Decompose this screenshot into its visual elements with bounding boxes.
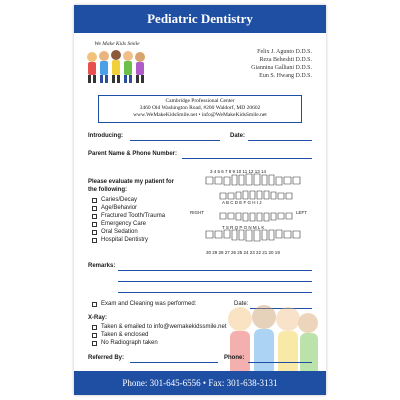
referred-field[interactable] — [130, 362, 218, 363]
xray-enclosed-checkbox[interactable] — [92, 333, 97, 338]
option-label: Fractured Tooth/Trauma — [101, 213, 166, 219]
phone-field[interactable] — [248, 362, 312, 363]
sedation-checkbox[interactable] — [92, 230, 97, 235]
doctor-list — [251, 48, 312, 80]
introducing-field[interactable] — [130, 140, 220, 141]
logo-text: We Make Kids Smile — [94, 41, 140, 47]
contact-line: www.WeMakeKidsSmile.net • info@WeMakeKidsSmile.net — [133, 112, 267, 118]
doctor-name: Eun S. Hwang D.D.S. — [259, 73, 312, 79]
hospital-checkbox[interactable] — [92, 238, 97, 243]
parent-label: Parent Name & Phone Number: — [88, 151, 178, 157]
parent-field[interactable] — [182, 158, 312, 159]
emergency-checkbox[interactable] — [92, 222, 97, 227]
address-line: 3460 Old Washington Road, #200 Waldorf, MD 20602 — [139, 105, 261, 111]
date-label: Date: — [230, 133, 246, 139]
left-label: LEFT — [296, 210, 308, 215]
upper-tooth-letters: A B C D E F G H I J — [222, 200, 262, 205]
trauma-checkbox[interactable] — [92, 214, 97, 219]
exam-checkbox[interactable] — [92, 302, 97, 307]
header-banner — [74, 5, 326, 33]
option-label: Emergency Care — [101, 221, 147, 227]
remarks-line[interactable] — [118, 270, 312, 271]
doctor-name: Felix J. Agunto D.D.S. — [257, 49, 312, 55]
doctor-name: Giannina Galliani D.D.S. — [251, 65, 312, 71]
option-label: Caries/Decay — [101, 197, 138, 203]
logo — [82, 41, 152, 87]
age-checkbox[interactable] — [92, 206, 97, 211]
phone-label: Phone: — [224, 355, 245, 361]
exam-date-label: Date: — [234, 301, 249, 307]
date-field[interactable] — [248, 140, 312, 141]
upper-tooth-numbers: 3 4 5 6 7 8 9 10 11 12 13 14 — [210, 169, 266, 174]
address-line: Cambridge Professional Center — [165, 98, 235, 104]
remarks-label: Remarks: — [88, 263, 116, 269]
doctor-name: Reza Beheshti D.D.S. — [259, 57, 312, 63]
xray-none-checkbox[interactable] — [92, 341, 97, 346]
introducing-label: Introducing: — [88, 133, 123, 139]
xray-emailed-checkbox[interactable] — [92, 325, 97, 330]
xray-label: X-Ray: — [88, 315, 108, 321]
referral-card — [74, 5, 326, 395]
option-label: Oral Sedation — [101, 229, 138, 235]
footer-bar — [74, 371, 326, 395]
page-title: Pediatric Dentistry — [147, 11, 253, 26]
lower-tooth-letters: T S R Q P O N M L K — [222, 225, 265, 230]
caries-checkbox[interactable] — [92, 198, 97, 203]
evaluate-label: the following: — [88, 187, 127, 193]
lower-tooth-numbers: 30 29 28 27 26 25 24 23 22 21 20 19 — [206, 250, 280, 255]
footer-contact: Phone: 301-645-6556 • Fax: 301-638-3131 — [122, 378, 278, 388]
kids-logo-illustration — [82, 41, 152, 87]
xray-option-label: Taken & emailed to info@wemakekidssmile.net — [101, 324, 227, 330]
xray-option-label: Taken & enclosed — [101, 332, 149, 338]
xray-option-label: No Radiograph taken — [101, 340, 158, 346]
exam-label: Exam and Cleaning was performed: — [101, 301, 197, 307]
option-label: Hospital Dentistry — [101, 237, 149, 243]
remarks-line[interactable] — [118, 281, 312, 282]
evaluate-label: Please evaluate my patient for — [88, 179, 175, 185]
tooth-chart[interactable] — [200, 169, 314, 259]
right-label: RIGHT — [190, 210, 204, 215]
kids-watermark — [224, 299, 318, 375]
remarks-line[interactable] — [118, 292, 312, 293]
referred-label: Referred By: — [88, 355, 125, 361]
option-label: Age/Behavior — [101, 205, 138, 211]
address-box — [98, 95, 302, 123]
